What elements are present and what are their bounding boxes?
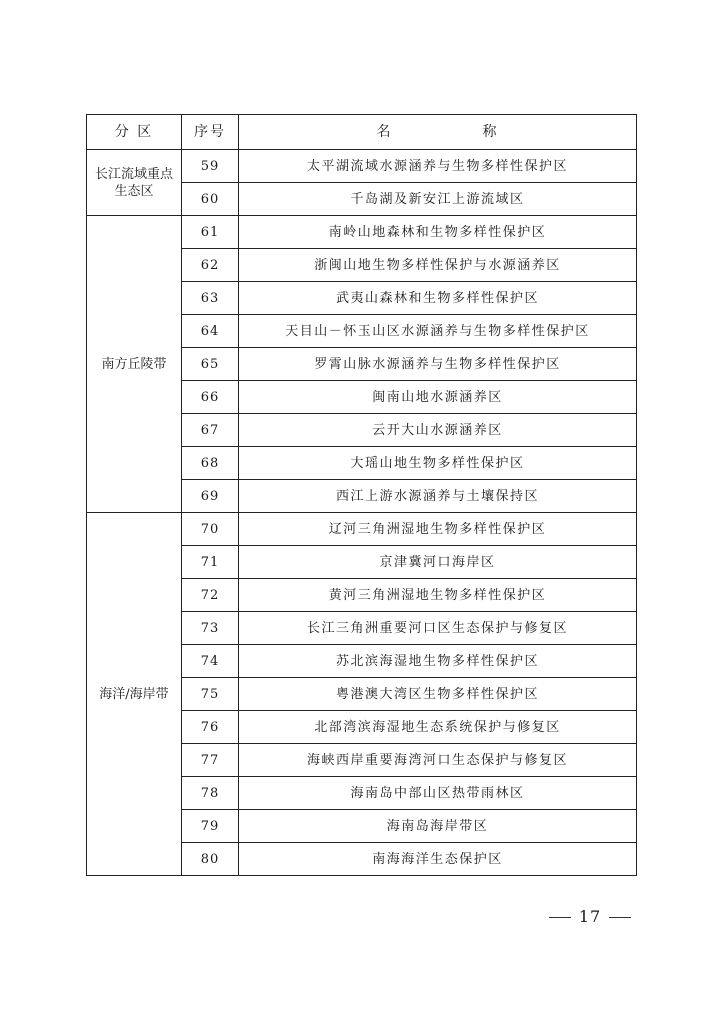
name-cell: 大瑶山地生物多样性保护区 — [239, 447, 637, 480]
name-cell: 千岛湖及新安江上游流域区 — [239, 183, 637, 216]
number-cell: 65 — [182, 348, 239, 381]
number-cell: 73 — [182, 612, 239, 645]
name-cell: 太平湖流域水源涵养与生物多样性保护区 — [239, 150, 637, 183]
zones-table — [86, 114, 637, 876]
page-number-text: 17 — [578, 907, 602, 926]
number-cell: 67 — [182, 414, 239, 447]
name-cell: 长江三角洲重要河口区生态保护与修复区 — [239, 612, 637, 645]
number-cell: 80 — [182, 843, 239, 876]
number-cell: 64 — [182, 315, 239, 348]
name-cell: 云开大山水源涵养区 — [239, 414, 637, 447]
name-cell: 黄河三角洲湿地生物多样性保护区 — [239, 579, 637, 612]
name-cell: 苏北滨海湿地生物多样性保护区 — [239, 645, 637, 678]
number-cell: 59 — [182, 150, 239, 183]
name-cell: 海南岛海岸带区 — [239, 810, 637, 843]
name-cell: 海南岛中部山区热带雨林区 — [239, 777, 637, 810]
zone-cell — [87, 216, 182, 513]
name-cell: 闽南山地水源涵养区 — [239, 381, 637, 414]
name-cell: 南海海洋生态保护区 — [239, 843, 637, 876]
table-row — [87, 513, 637, 546]
name-cell: 北部湾滨海湿地生态系统保护与修复区 — [239, 711, 637, 744]
page-number — [540, 907, 640, 926]
number-cell: 60 — [182, 183, 239, 216]
header-zone: 分 区 — [87, 115, 182, 150]
number-cell: 77 — [182, 744, 239, 777]
number-cell: 72 — [182, 579, 239, 612]
zone-label: 长江流域重点生态区 — [94, 166, 173, 199]
table-header-row — [87, 115, 637, 150]
number-cell: 69 — [182, 480, 239, 513]
name-cell: 南岭山地森林和生物多样性保护区 — [239, 216, 637, 249]
zone-label: 南方丘陵带 — [101, 356, 167, 372]
name-cell: 罗霄山脉水源涵养与生物多样性保护区 — [239, 348, 637, 381]
number-cell: 79 — [182, 810, 239, 843]
name-cell: 天目山－怀玉山区水源涵养与生物多样性保护区 — [239, 315, 637, 348]
name-cell: 海峡西岸重要海湾河口生态保护与修复区 — [239, 744, 637, 777]
dash-left — [549, 917, 571, 918]
number-cell: 74 — [182, 645, 239, 678]
name-cell: 粤港澳大湾区生物多样性保护区 — [239, 678, 637, 711]
number-cell: 68 — [182, 447, 239, 480]
zone-cell — [87, 150, 182, 216]
number-cell: 66 — [182, 381, 239, 414]
header-name-part2: 称 — [482, 123, 499, 140]
number-cell: 75 — [182, 678, 239, 711]
name-cell: 辽河三角洲湿地生物多样性保护区 — [239, 513, 637, 546]
table-row — [87, 216, 637, 249]
name-cell: 西江上游水源涵养与土壤保持区 — [239, 480, 637, 513]
number-cell: 76 — [182, 711, 239, 744]
zone-cell — [87, 513, 182, 876]
header-name-part1: 名 — [376, 123, 393, 140]
number-cell: 71 — [182, 546, 239, 579]
number-cell: 78 — [182, 777, 239, 810]
number-cell: 62 — [182, 249, 239, 282]
number-cell: 61 — [182, 216, 239, 249]
table-row — [87, 150, 637, 183]
header-name — [239, 115, 637, 150]
header-number: 序号 — [182, 115, 239, 150]
number-cell: 70 — [182, 513, 239, 546]
dash-right — [609, 917, 631, 918]
name-cell: 武夷山森林和生物多样性保护区 — [239, 282, 637, 315]
name-cell: 浙闽山地生物多样性保护与水源涵养区 — [239, 249, 637, 282]
number-cell: 63 — [182, 282, 239, 315]
zone-label: 海洋/海岸带 — [99, 686, 169, 702]
name-cell: 京津冀河口海岸区 — [239, 546, 637, 579]
table-body — [87, 150, 637, 876]
